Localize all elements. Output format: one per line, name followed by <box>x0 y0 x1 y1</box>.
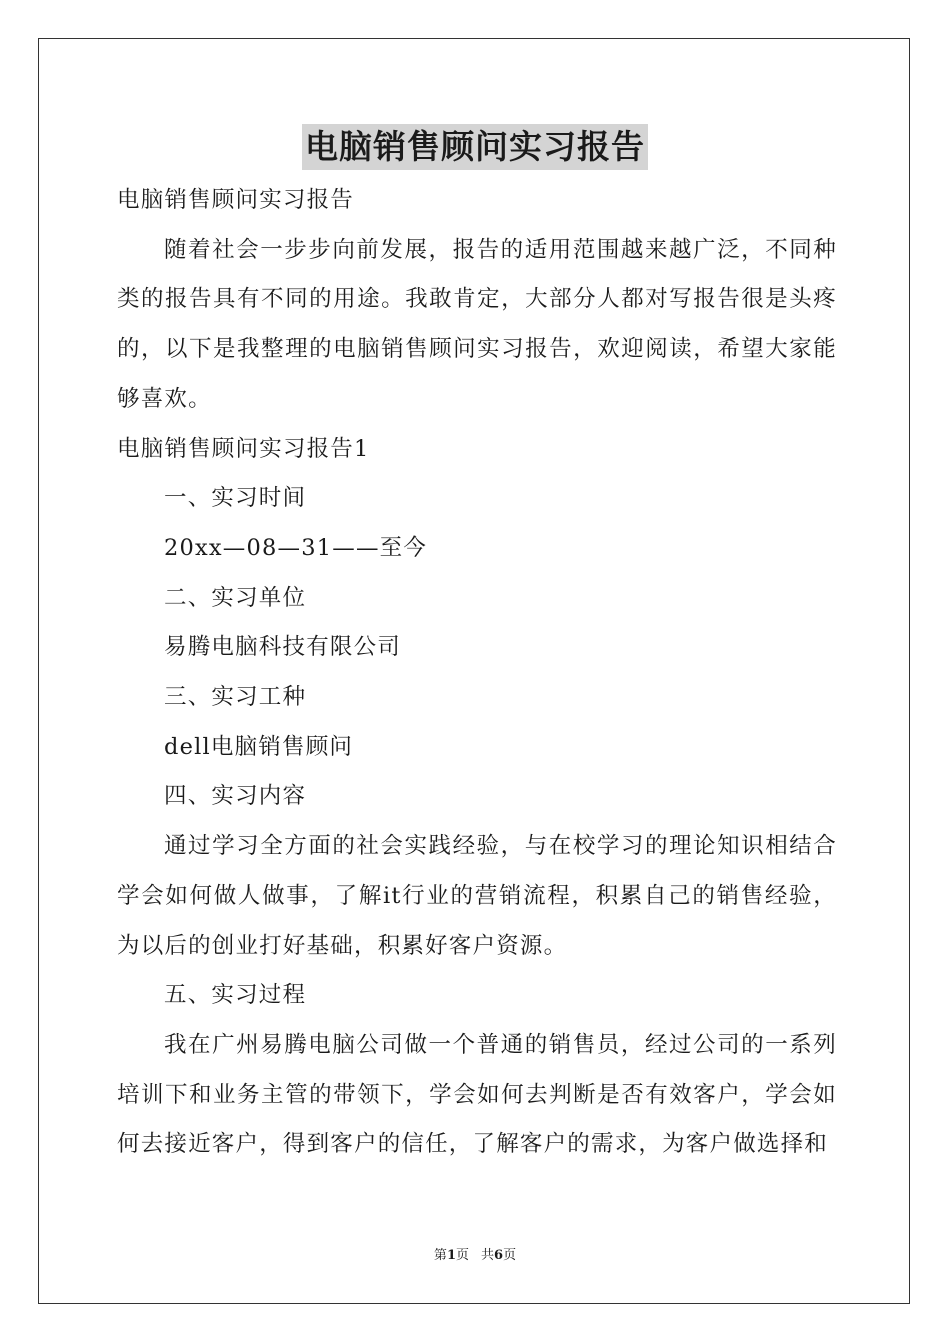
paragraph: 电脑销售顾问实习报告 <box>117 187 355 213</box>
paragraph: 四、实习内容 <box>164 783 307 810</box>
title-container <box>0 124 950 170</box>
paragraph: 二、实习单位 <box>164 584 307 611</box>
paragraph: dell电脑销售顾问 <box>164 733 354 760</box>
paragraph: 随着社会一步步向前发展，报告的适用范围越来越广泛，不同种类的报告具有不同的用途。我敢肯定，大部分人都对写报告很是头疼的，以下是我整理的电脑销售顾问实习报告，欢迎阅读，希望大家能够喜欢。 <box>117 236 837 412</box>
footer-page-number: 1 <box>446 1248 456 1263</box>
paragraph: 通过学习全方面的社会实践经验，与在校学习的理论知识相结合学会如何做人做事，了解it行业的营销流程，积累自己的销售经验，为以后的创业打好基础，积累好客户资源。 <box>117 833 837 959</box>
paragraph: 一、实习时间 <box>164 485 307 512</box>
footer-total-pages: 6 <box>494 1248 504 1263</box>
footer-page-prefix: 第 <box>433 1248 447 1263</box>
paragraph: 三、实习工种 <box>164 684 307 711</box>
footer-total-prefix: 共 <box>481 1248 495 1263</box>
paragraph: 五、实习过程 <box>164 982 307 1009</box>
page-footer <box>0 1246 950 1266</box>
paragraph: 20xx—08—31——至今 <box>164 534 428 561</box>
document-title: 电脑销售顾问实习报告 <box>302 124 648 170</box>
paragraph: 电脑销售顾问实习报告1 <box>117 435 370 462</box>
footer-total-suffix: 页 <box>503 1248 517 1263</box>
paragraph: 易腾电脑科技有限公司 <box>164 634 402 661</box>
paragraph: 我在广州易腾电脑公司做一个普通的销售员，经过公司的一系列培训下和业务主管的带领下，学会如何去判断是否有效客户，学会如何去接近客户，得到客户的信任，了解客户的需求，为客户做选择和 <box>117 1031 837 1158</box>
footer-page-suffix: 页 <box>455 1248 469 1263</box>
document-body <box>117 176 837 1170</box>
